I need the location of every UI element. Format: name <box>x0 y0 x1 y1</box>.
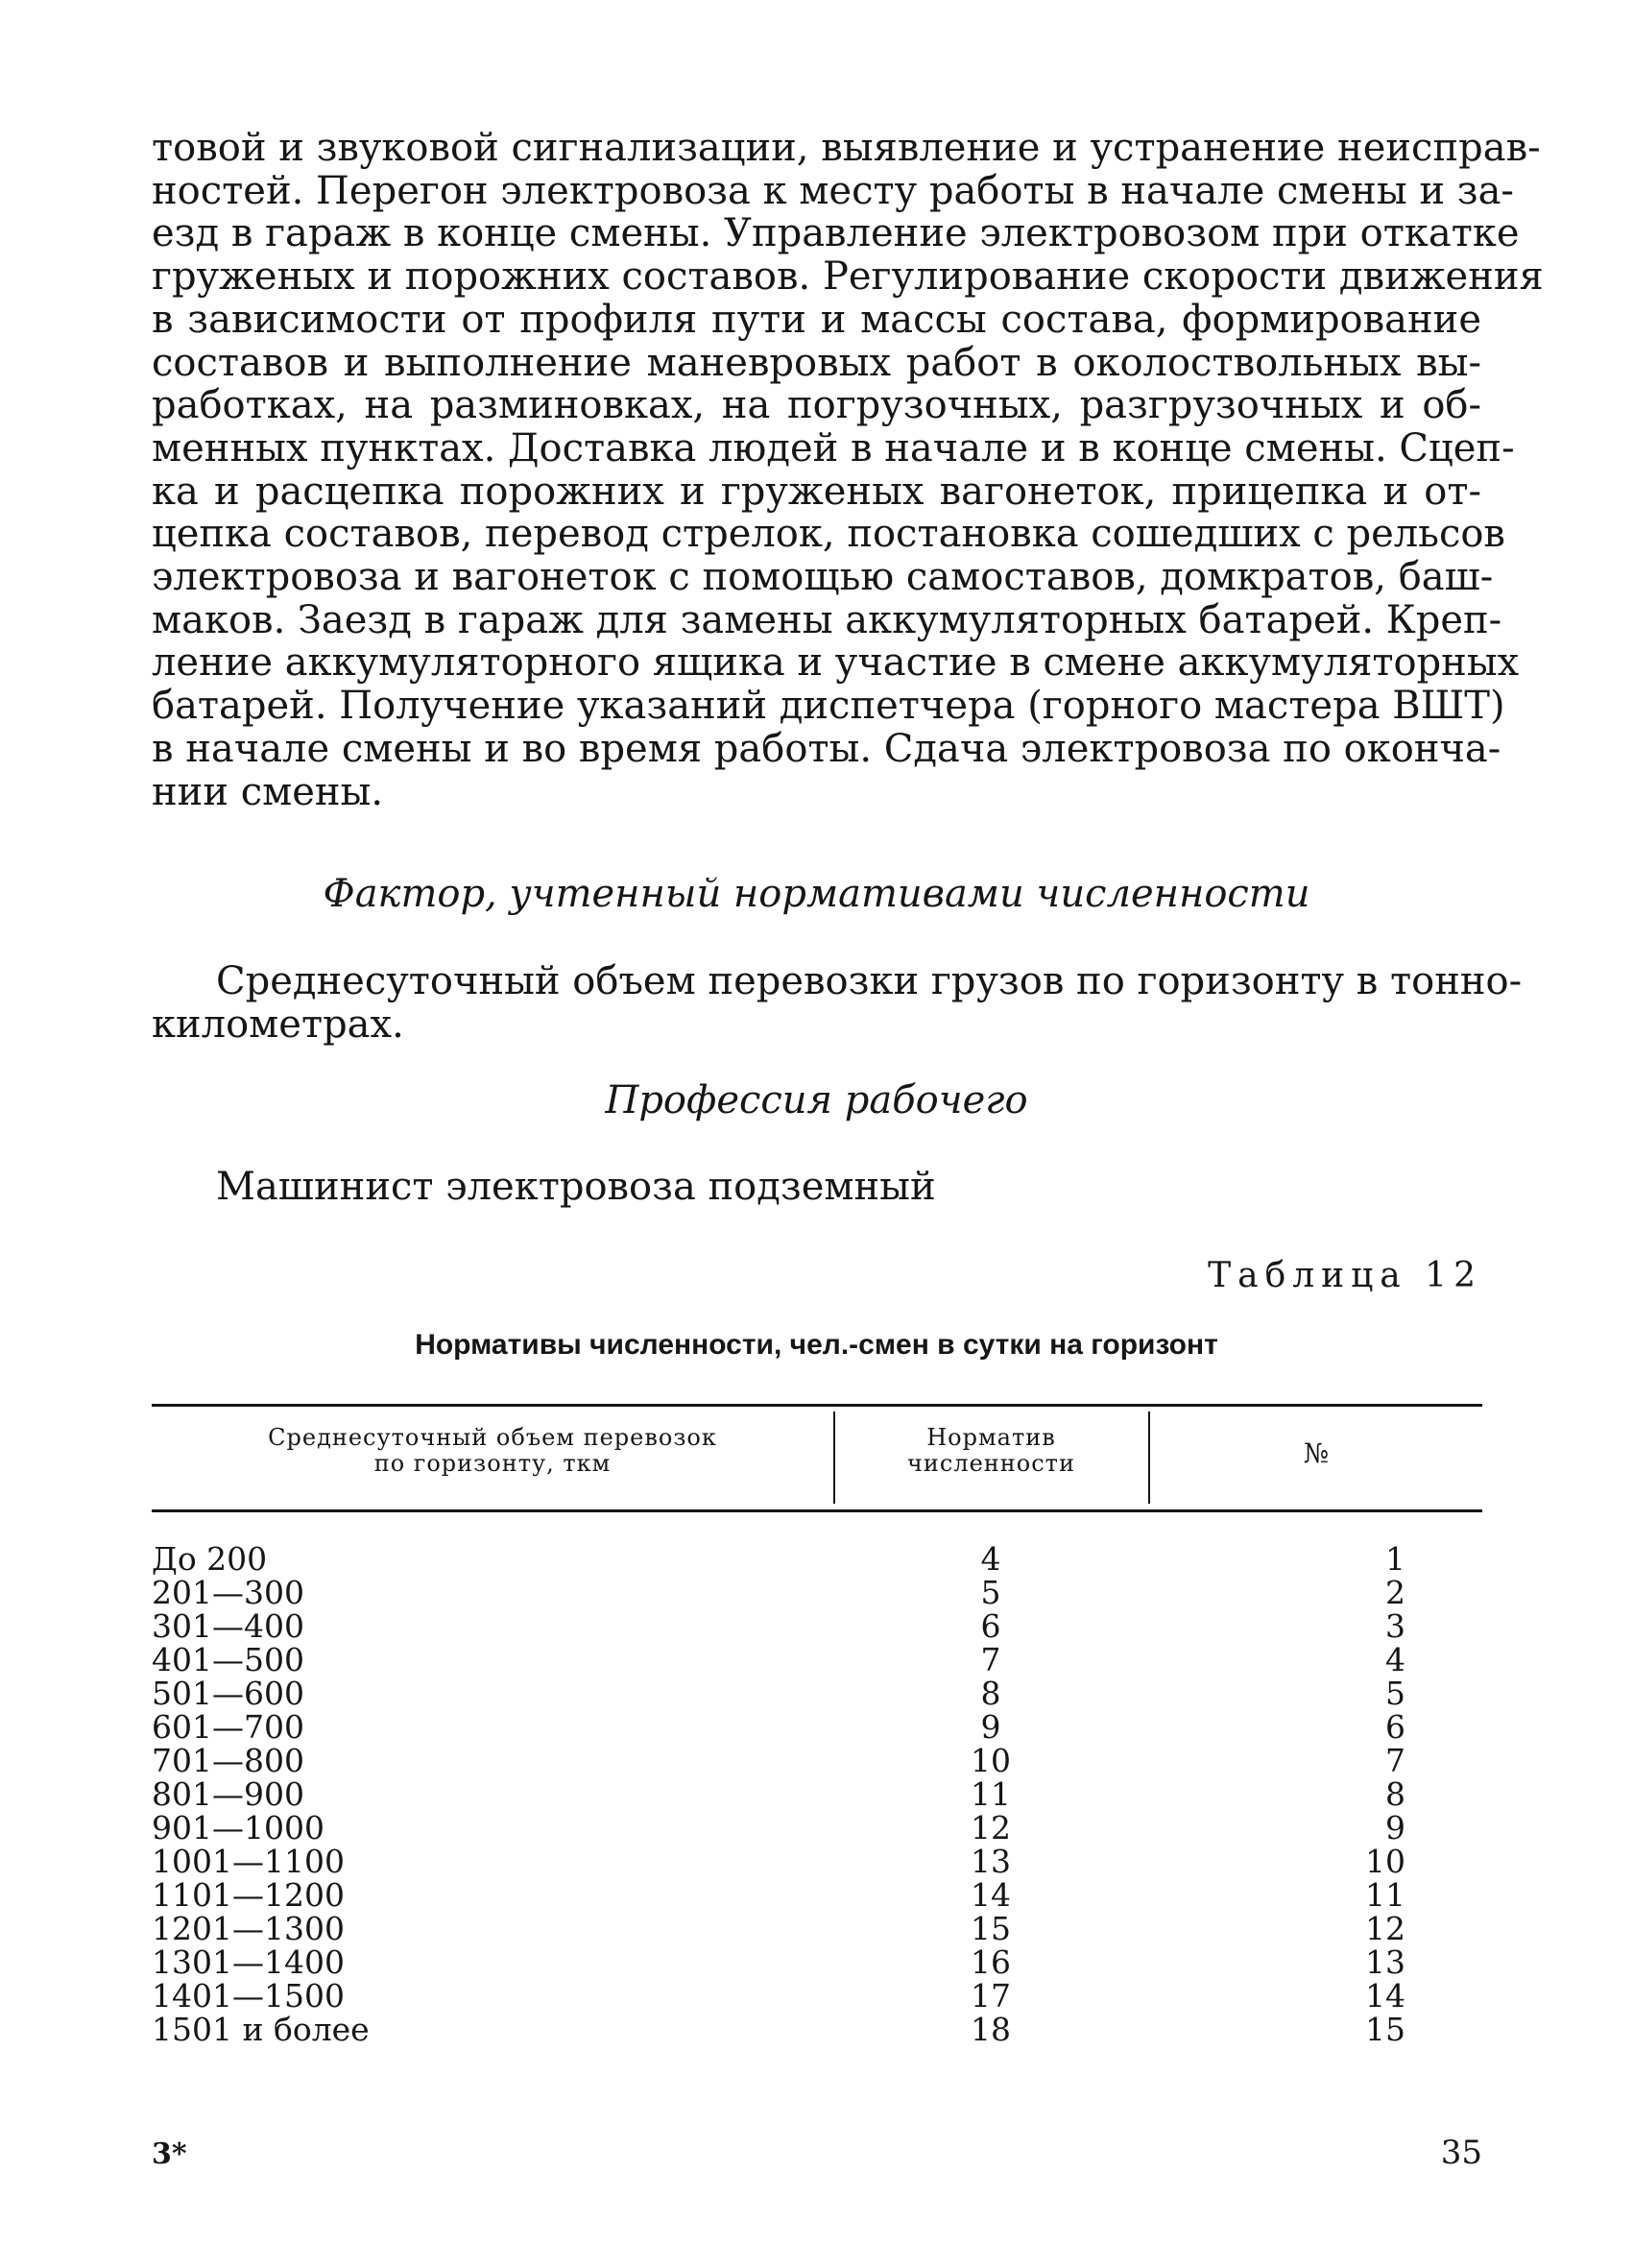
body-line: товой и звуковой сигнализации, выявление и устранение неисправ- <box>152 126 1541 170</box>
table-row <box>0 1878 1633 1912</box>
body-paragraph <box>152 126 1544 814</box>
table-row <box>0 1576 1633 1609</box>
body-line: езд в гараж в конце смены. Управление электровозом при откатке <box>152 211 1520 256</box>
cell-range: 301—400 <box>152 1607 304 1645</box>
table-row <box>0 1677 1633 1710</box>
cell-range: 1201—1300 <box>152 1910 345 1947</box>
body-line: работках, на разминовках, на погрузочных, разгрузочных и об- <box>152 383 1481 428</box>
cell-norm: 8 <box>980 1675 1001 1712</box>
table-header-rule <box>152 1509 1482 1512</box>
cell-range: До 200 <box>152 1540 268 1578</box>
table-body <box>0 1542 1633 2046</box>
cell-norm: 5 <box>980 1574 1001 1611</box>
profession-heading: Профессия рабочего <box>605 1078 1028 1122</box>
cell-range: 701—800 <box>152 1742 304 1779</box>
cell-number: 2 <box>1385 1574 1405 1611</box>
table-top-rule <box>152 1404 1482 1407</box>
table-row <box>0 1912 1633 1945</box>
body-line: в зависимости от профиля пути и массы состава, формирование <box>152 297 1481 342</box>
cell-range: 1501 и более <box>152 2011 370 2048</box>
column-header-norm-line: численности <box>907 1450 1075 1477</box>
cell-norm: 7 <box>980 1641 1001 1678</box>
cell-norm: 15 <box>971 1910 1011 1947</box>
cell-range: 1001—1100 <box>152 1843 345 1880</box>
body-line: ностей. Перегон электровоза к месту работы в начале смены и за- <box>152 168 1514 213</box>
body-line: цепка составов, перевод стрелок, постановка сошедших с рельсов <box>152 512 1505 557</box>
table-number: Таблица 12 <box>1208 1256 1482 1295</box>
cell-norm: 10 <box>971 1742 1011 1779</box>
cell-range: 401—500 <box>152 1641 304 1678</box>
table-row <box>0 1643 1633 1677</box>
cell-number: 7 <box>1385 1742 1405 1779</box>
factor-paragraph <box>152 959 1523 1047</box>
cell-norm: 13 <box>971 1843 1011 1880</box>
cell-norm: 12 <box>971 1809 1011 1846</box>
cell-range: 1301—1400 <box>152 1943 345 1981</box>
profession-text: Машинист электровоза подземный <box>216 1165 936 1209</box>
cell-number: 1 <box>1385 1540 1405 1578</box>
factor-line: Среднесуточный объем перевозки грузов по горизонту в тонно- <box>216 959 1523 1003</box>
body-line: ка и расцепка порожних и груженых вагонеток, прицепка и от- <box>152 469 1481 514</box>
table-row <box>0 1609 1633 1643</box>
page-number: 35 <box>1440 2134 1482 2172</box>
cell-number: 15 <box>1365 2011 1405 2048</box>
body-line: маков. Заезд в гараж для замены аккумуляторных батарей. Креп- <box>152 597 1502 642</box>
signature-mark: 3* <box>152 2137 187 2171</box>
cell-number: 9 <box>1385 1809 1405 1846</box>
cell-number: 8 <box>1385 1775 1405 1813</box>
cell-norm: 17 <box>971 1977 1011 2015</box>
cell-number: 11 <box>1365 1876 1405 1914</box>
cell-norm: 16 <box>971 1943 1011 1981</box>
table-row <box>0 1710 1633 1744</box>
cell-number: 4 <box>1385 1641 1405 1678</box>
body-line: батарей. Получение указаний диспетчера (горного мастера ВШТ) <box>152 684 1505 729</box>
factor-line: километрах. <box>152 1001 404 1047</box>
cell-range: 1101—1200 <box>152 1876 345 1914</box>
column-header-norm-line: Норматив <box>926 1424 1056 1451</box>
body-line: ление аккумуляторного ящика и участие в смене аккумуляторных <box>152 640 1520 686</box>
cell-range: 1401—1500 <box>152 1977 345 2015</box>
table-row <box>0 1811 1633 1845</box>
table-row <box>0 2013 1633 2046</box>
table-row <box>0 1777 1633 1811</box>
body-line: менных пунктах. Доставка людей в начале и в конце смены. Сцеп- <box>152 425 1515 470</box>
cell-range: 201—300 <box>152 1574 304 1611</box>
cell-norm: 9 <box>980 1708 1001 1746</box>
cell-norm: 11 <box>971 1775 1011 1813</box>
column-header-number: № <box>1303 1437 1330 1469</box>
table-row <box>0 1979 1633 2013</box>
factor-heading: Фактор, учтенный нормативами численности <box>323 872 1310 916</box>
column-header-norm <box>835 1425 1147 1477</box>
cell-norm: 14 <box>971 1876 1011 1914</box>
cell-norm: 6 <box>980 1607 1001 1645</box>
table-title: Нормативы численности, чел.-смен в сутки на горизонт <box>415 1329 1218 1361</box>
cell-norm: 4 <box>980 1540 1001 1578</box>
table-row <box>0 1744 1633 1777</box>
cell-range: 501—600 <box>152 1675 304 1712</box>
cell-number: 5 <box>1385 1675 1405 1712</box>
cell-number: 13 <box>1365 1943 1405 1981</box>
cell-number: 12 <box>1365 1910 1405 1947</box>
cell-range: 601—700 <box>152 1708 304 1746</box>
table-row <box>0 1845 1633 1878</box>
cell-number: 14 <box>1365 1977 1405 2015</box>
body-line: в начале смены и во время работы. Сдача электровоза по оконча- <box>152 726 1501 771</box>
body-line: груженых и порожних составов. Регулирование скорости движения <box>152 254 1544 300</box>
table-row <box>0 1945 1633 1979</box>
cell-range: 801—900 <box>152 1775 304 1813</box>
body-line: электровоза и вагонеток с помощью самоставов, домкратов, баш- <box>152 555 1494 600</box>
cell-number: 6 <box>1385 1708 1405 1746</box>
body-line: нии смены. <box>152 769 384 814</box>
cell-range: 901—1000 <box>152 1809 324 1846</box>
cell-number: 10 <box>1365 1843 1405 1880</box>
column-header-volume <box>152 1425 833 1477</box>
cell-norm: 18 <box>971 2011 1011 2048</box>
column-header-volume-line: по горизонту, ткм <box>373 1450 612 1477</box>
body-line: составов и выполнение маневровых работ в околоствольных вы- <box>152 340 1481 385</box>
column-header-volume-line: Среднесуточный объем перевозок <box>268 1424 717 1451</box>
cell-number: 3 <box>1385 1607 1405 1645</box>
table-row <box>0 1542 1633 1576</box>
